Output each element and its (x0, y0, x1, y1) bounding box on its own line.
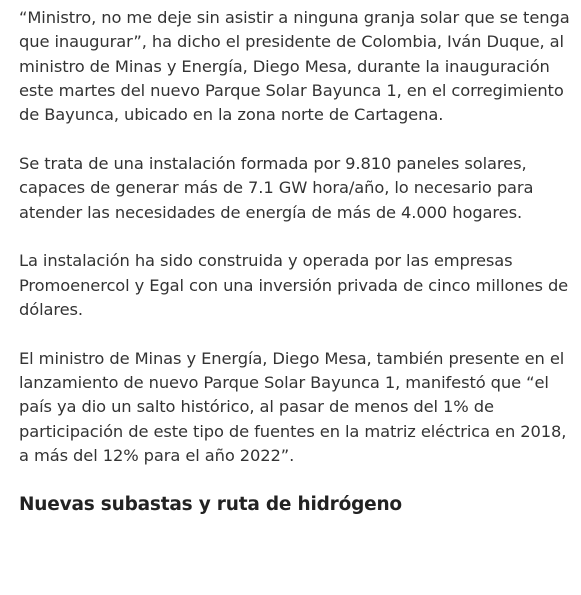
paragraph-instalacion-paneles: Se trata de una instalación formada por 9.810 paneles solares, capaces de generar más de 7.1 GW hora/año, lo necesario para atender las necesidades de energía de más de 4.000 hogares. (19, 153, 534, 222)
paragraph-ministro-declaracion: El ministro de Minas y Energía, Diego Mesa, también presente en el lanzamiento de nuevo Parque Solar Bayunca 1, manifestó que “el país ya dio un salto histórico, al pasar de menos del 1% de participación de este tipo de fuentes en la matriz eléctrica en 2018, a más del 12% para el año 2022”. (19, 348, 567, 465)
section-heading: Nuevas subastas y ruta de hidrógeno (19, 493, 402, 515)
paragraph-presidente-quote: “Ministro, no me deje sin asistir a ninguna granja solar que se tenga que inaugurar”, ha dicho el presidente de Colombia, Iván Duque, al ministro de Minas y Energía, Diego Mesa, durante la inauguración este martes del nuevo Parque Solar Bayunca 1, en el corregimiento de Bayunca, ubicado en la zona norte de Cartagena. (19, 8, 570, 125)
article-body (19, 6, 575, 517)
truncated-next-line (19, 588, 539, 595)
paragraph-empresas-inversion: La instalación ha sido construida y operada por las empresas Promoenercol y Egal con una inversión privada de cinco millones de dólares. (19, 251, 569, 319)
